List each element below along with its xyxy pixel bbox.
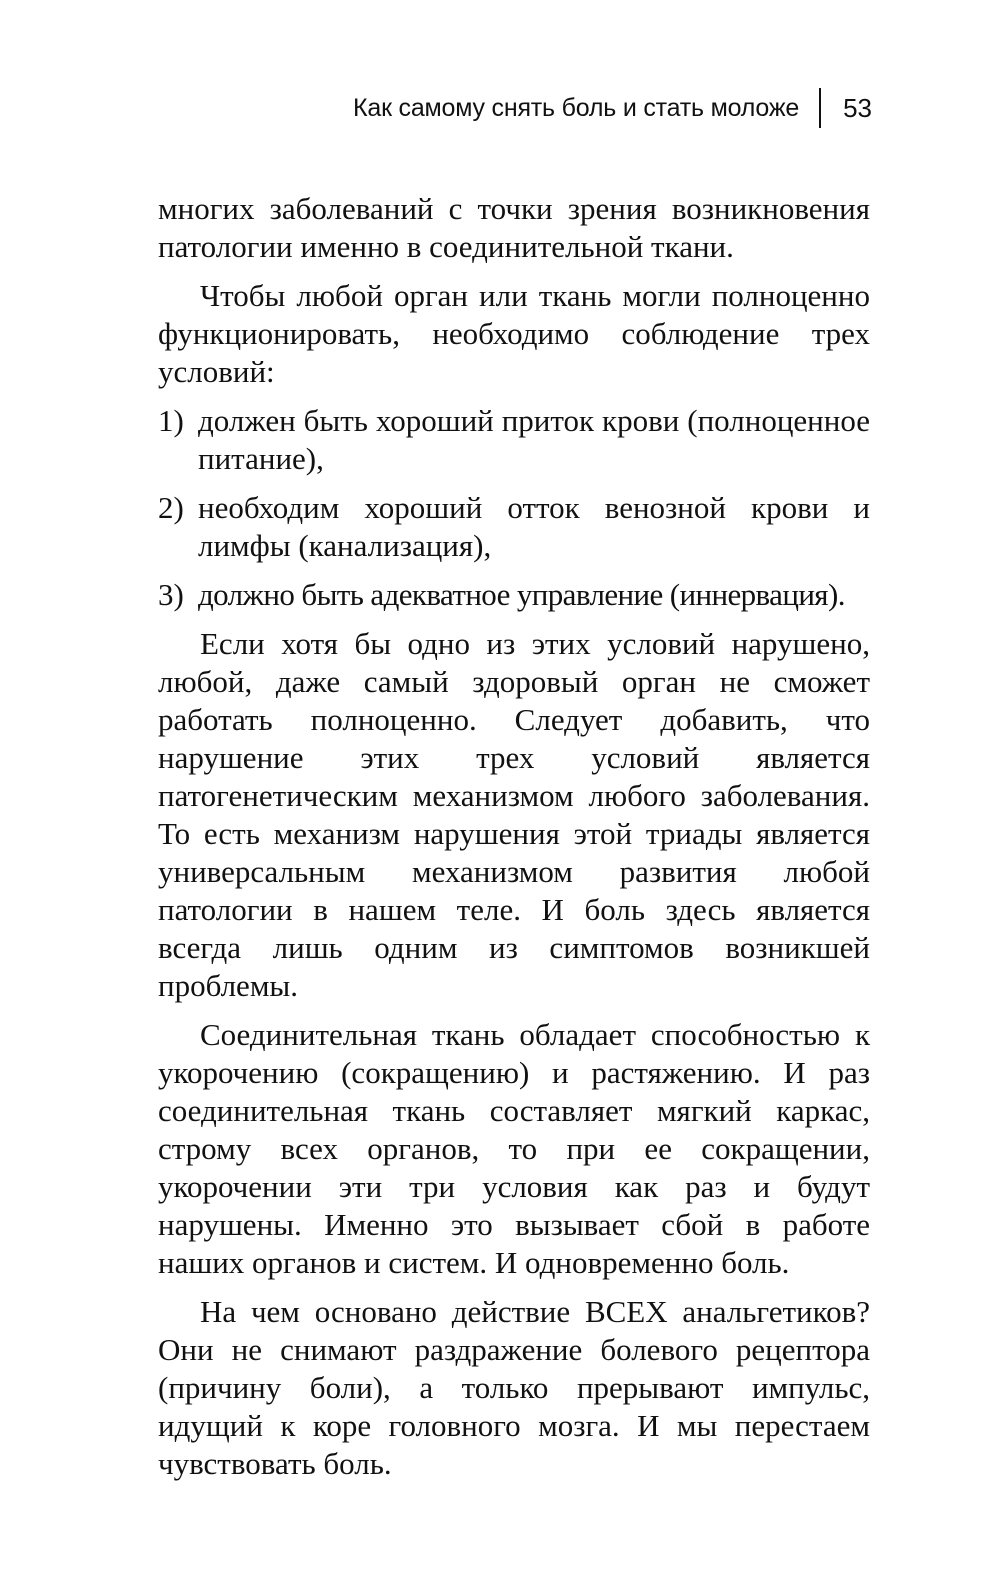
- paragraph: Если хотя бы одно из этих условий нарушено, любой, даже самый здоровый орган не сможет работать полноценно. Следует добавить, что нарушение этих трех условий является патогенетическим механизмом любого заболевания. То есть механизм нарушения этой триады является универсальным механизмом развития любой патологии в нашем теле. И боль здесь является всегда лишь одним из симптомов возникшей проблемы.: [158, 626, 870, 1003]
- paragraph: многих заболеваний с точки зрения возникновения патологии именно в соединительной ткани.: [158, 191, 870, 264]
- list-item: [158, 489, 870, 565]
- body-text: [158, 190, 870, 1494]
- running-title: Как самому снять боль и стать моложе: [353, 93, 800, 122]
- running-header: [0, 86, 872, 130]
- list-item-text: необходим хороший отток венозной крови и лимфы (канализация),: [198, 490, 870, 563]
- list-item-text: должно быть адекватное управление (иннервация).: [198, 577, 845, 612]
- list-item-number: 2): [158, 490, 184, 525]
- list-item-number: 3): [158, 577, 184, 612]
- paragraph: На чем основано действие ВСЕХ анальгетиков? Они не снимают раздражение болевого рецептора (причину боли), а только прерывают импульс, идущий к коре головного мозга. И мы перестаем чувствовать боль.: [158, 1294, 870, 1481]
- paragraph: Соединительная ткань обладает способностью к укорочению (сокращению) и растяжению. И раз соединительная ткань составляет мягкий каркас, строму всех органов, то при ее сокращении, укорочении эти три условия как раз и будут нарушены. Именно это вызывает сбой в работе наших органов и систем. И одновременно боль.: [158, 1017, 870, 1280]
- list-item-number: 1): [158, 403, 184, 438]
- page-number: 53: [843, 92, 872, 123]
- list-item: [158, 576, 870, 614]
- list-item: [158, 402, 870, 478]
- list-item-text: должен быть хороший приток крови (полноценное питание),: [198, 403, 870, 476]
- header-divider: [819, 88, 821, 128]
- paragraph: Чтобы любой орган или ткань могли полноценно функционировать, необходимо соблюдение трех условий:: [158, 278, 870, 389]
